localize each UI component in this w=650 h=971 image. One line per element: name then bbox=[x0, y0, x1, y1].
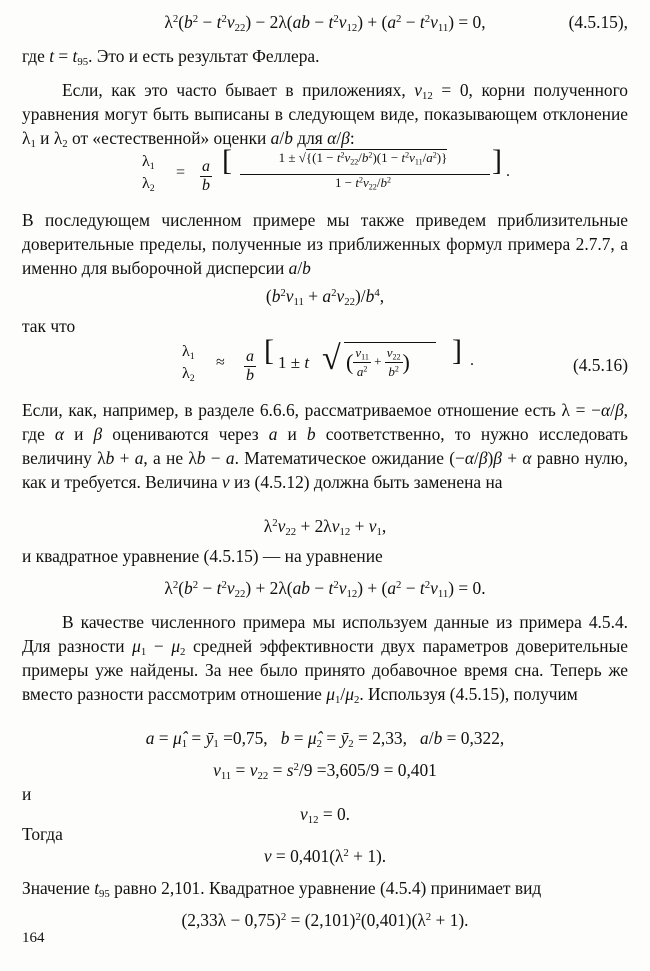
paragraph-feller: где $t = t_{95}$. Это и есть результат Феллера. bbox=[22, 46, 320, 69]
values-nu: $\nu_{11} = \nu_{22} = s^2/9 =3,605/9 = 0,401$ bbox=[213, 760, 437, 783]
roots-formula: $\lambda_1$ $\lambda_2$ = $\frac{a}{b}$ [ $1 \pm √\{(1 - t^2\nu_{22}/b^2)(1 - t^2\nu_{11}/a^2)\}$ $1 - t^2\nu_{22}/b^2$ ] . bbox=[142, 144, 510, 194]
values-ab: $a = \mû_1$ = $ȳ_1 =0,75$, $b = \mû_2$ = $ȳ_2 = 2,33$, a/b = 0,322, bbox=[145, 728, 505, 751]
nu-replacement: $\lambda^2\nu_{22} + 2\lambda\nu_{12} + \nu_1$, bbox=[263, 516, 387, 539]
paragraph-example: В качестве численного примера мы используем данные из примера 4.5.4. Для разности $\mu_1 - \mu_2$ средней эффективности двух параметров доверительные примеры уже найдены. За нее было принято добавочное время сна. Теперь же вместо разности рассмотрим отношение $\mu_1/\mu_2$. Используя (4.5.15), получим bbox=[22, 612, 628, 707]
paragraph-ratio: Если, как, например, в разделе 6.6.6, рассматриваемое отношение есть λ = −α/β, где α и β оцениваются через a и b соответственно, то нужно исследовать величину λb + a, а не λb − a. Математическое ожидание (−α/β)β + α равно нулю, как и требуется. Величина ν из (4.5.12) должна быть заменена на bbox=[22, 400, 628, 492]
nu-value: $\nu = 0,401(\lambda^2 + 1)$. bbox=[263, 846, 387, 866]
final-equation: $(2,33\lambda - 0,75)^2 = (2,101)^2(0,401)(\lambda^2 + 1)$. bbox=[181, 910, 469, 930]
quadratic-new: $\lambda^2(b^2 - t^2\nu_{22}) + 2\lambda(ab - t^2\nu_{12}) + (a^2 - t^2\nu_{11}) = 0$. bbox=[164, 578, 486, 601]
equation-number-4-5-15: (4.5.15), bbox=[568, 12, 628, 32]
paragraph-then: Тогда bbox=[22, 824, 63, 844]
equation-4-5-15: $\lambda^2(b^2 - t^2\nu_{22}) - 2\lambda(ab - t^2\nu_{12}) + (a^2 - t^2\nu_{11}) = 0$, bbox=[164, 12, 486, 35]
paragraph-quadratic: и квадратное уравнение (4.5.15) — на уравнение bbox=[22, 546, 383, 566]
paragraph-approx: В последующем численном примере мы также приведем приблизительные доверительные пределы, полученные из приближенных формул примера 2.7.7, а именно для выборочной дисперсии a/b bbox=[22, 210, 628, 278]
variance-formula: $(b^2\nu_{11} + a^2\nu_{22})/b^4$, bbox=[265, 286, 385, 309]
paragraph-t95: Значение $t_{95}$ равно 2,101. Квадратное уравнение (4.5.4) принимает вид bbox=[22, 878, 542, 901]
paragraph-and: и bbox=[22, 784, 32, 804]
equation-4-5-16: $\lambda_1$ $\lambda_2$ ≈ $\frac{a}{b}$ [ 1 ± t √ ( $\frac{\nu_{11}}{a^2}$ + $\frac{\nu_{22}}{b^2}$ ) ] . bbox=[182, 334, 474, 384]
equation-number-4-5-16: (4.5.16) bbox=[572, 355, 628, 375]
paragraph-roots: Если, как это часто бывает в приложениях, $\nu_{12} = 0$, корни полученного уравнения могут быть выписаны в следующем виде, показывающем отклонение $\lambda_1$ и $\lambda_2$ от «естественной» оценки a/b для α/β: bbox=[22, 80, 628, 151]
page-number: 164 bbox=[22, 930, 45, 946]
nu12-zero: $\nu_{12} = 0$. bbox=[299, 804, 351, 827]
paragraph-so-that: так что bbox=[22, 316, 76, 336]
